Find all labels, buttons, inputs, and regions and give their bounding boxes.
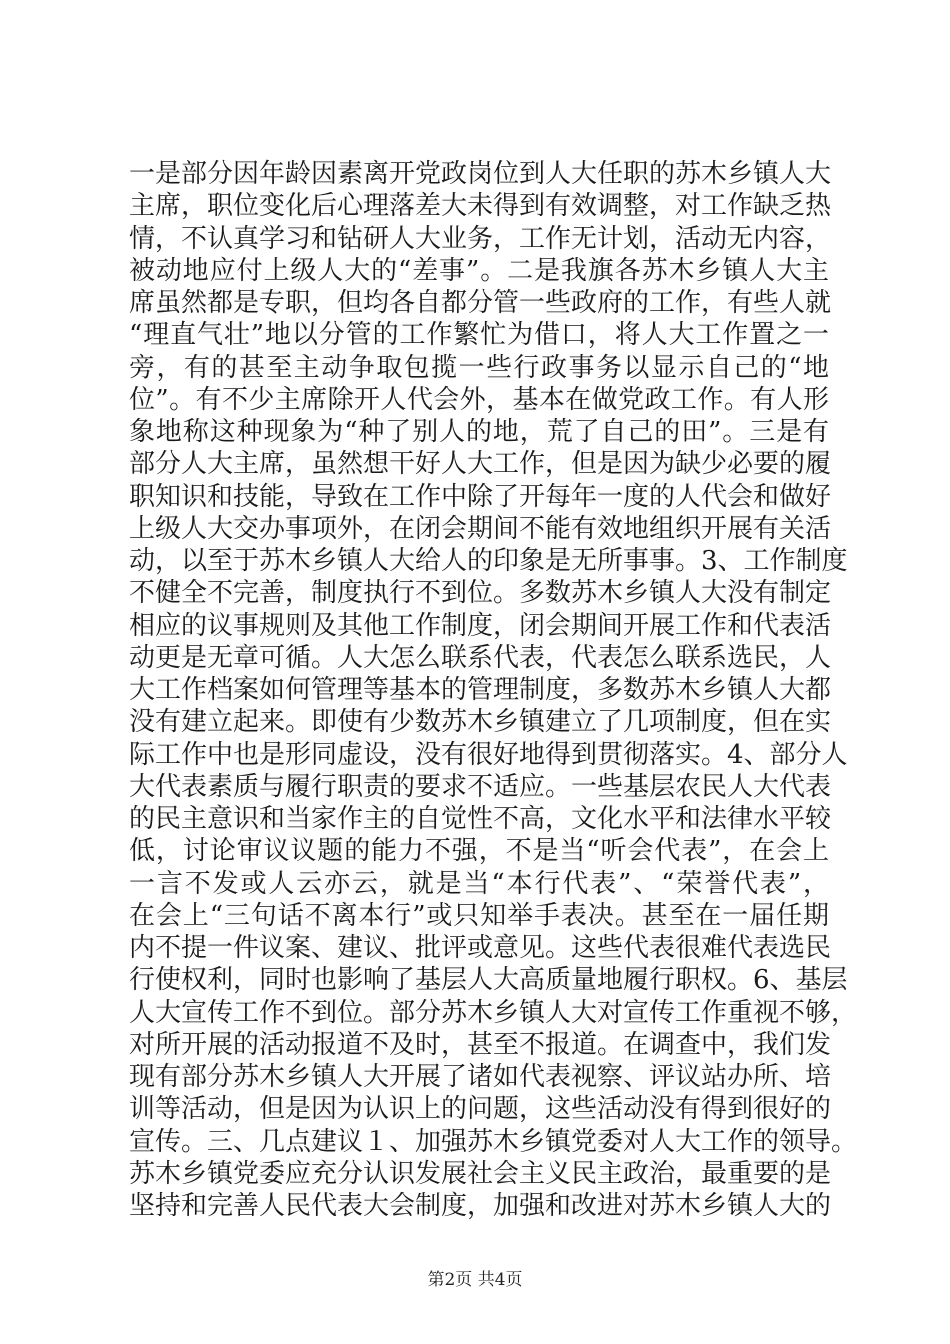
text-line: 旁，有的甚至主动争取包揽一些行政事务以显示自己的“地 [129,352,829,383]
text-line: 上级人大交办事项外，在闭会期间不能有效地组织开展有关活 [129,513,832,544]
text-line: 席虽然都是专职，但均各自都分管一些政府的工作，有些人就 [129,288,832,318]
text-line: 动更是无章可循。人大怎么联系代表，代表怎么联系选民，人 [129,642,832,673]
text-line: 象地称这种现象为“种了别人的地，荒了自己的田”。三是有 [129,417,829,447]
text-line: 职知识和技能，导致在工作中除了开每年一度的人代会和做好 [129,481,832,512]
text-line: 对所开展的活动报道不及时，甚至不报道。在调查中，我们发 [129,1029,832,1060]
body-text [129,158,858,1222]
text-line: 情，不认真学习和钻研人大业务，工作无计划，活动无内容， [129,223,832,254]
text-line: 坚持和完善人民代表大会制度，加强和改进对苏木乡镇人大的 [129,1191,832,1221]
text-line: 行使权利，同时也影响了基层人大高质量地履行职权。6、基层 [129,965,848,996]
text-line: 低，讨论审议议题的能力不强，不是当“听会代表”，在会上 [129,836,829,867]
text-line: 训等活动，但是因为认识上的问题，这些活动没有得到很好的 [129,1094,832,1125]
text-line: 动，以至于苏木乡镇人大给人的印象是无所事事。3、工作制度 [129,546,848,576]
text-line: 部分人大主席，虽然想干好人大工作，但是因为缺少必要的履 [129,449,832,480]
text-line: 苏木乡镇党委应充分认识发展社会主义民主政治，最重要的是 [129,1158,832,1189]
text-line: 大代表素质与履行职责的要求不适应。一些基层农民人大代表 [129,771,832,802]
text-line: 位”。有不少主席除开人代会外，基本在做党政工作。有人形 [129,384,829,415]
text-line: 现有部分苏木乡镇人大开展了诸如代表视察、评议站办所、培 [129,1062,832,1092]
text-line: 际工作中也是形同虚设，没有很好地得到贯彻落实。4、部分人 [129,739,848,770]
text-line: 相应的议事规则及其他工作制度，闭会期间开展工作和代表活 [129,610,832,641]
text-line: 一言不发或人云亦云，就是当“本行代表”、“荣誉代表”， [129,868,829,899]
text-line: 的民主意识和当家作主的自觉性不高，文化水平和法律水平较 [129,804,832,834]
page-footer: 第2页 共4页 [427,1270,523,1290]
text-line: 不健全不完善，制度执行不到位。多数苏木乡镇人大没有制定 [129,578,832,609]
text-line: 人大宣传工作不到位。部分苏木乡镇人大对宣传工作重视不够， [129,997,858,1028]
text-line: “理直气壮”地以分管的工作繁忙为借口，将人大工作置之一 [129,320,829,351]
text-line: 没有建立起来。即使有少数苏木乡镇建立了几项制度，但在实 [129,707,832,738]
text-line: 主席，职位变化后心理落差大未得到有效调整，对工作缺乏热 [129,191,832,222]
text-line: 内不提一件议案、建议、批评或意见。这些代表很难代表选民 [129,933,832,963]
text-line: 在会上“三句话不离本行”或只知举手表决。甚至在一届任期 [129,900,829,931]
text-line: 大工作档案如何管理等基本的管理制度，多数苏木乡镇人大都 [129,675,832,705]
text-line: 被动地应付上级人大的“差事”。二是我旗各苏木乡镇人大主 [129,255,829,286]
text-line: 一是部分因年龄因素离开党政岗位到人大任职的苏木乡镇人大 [129,159,832,189]
text-line: 宣传。三、几点建议１、加强苏木乡镇党委对人大工作的领导。 [129,1126,858,1157]
